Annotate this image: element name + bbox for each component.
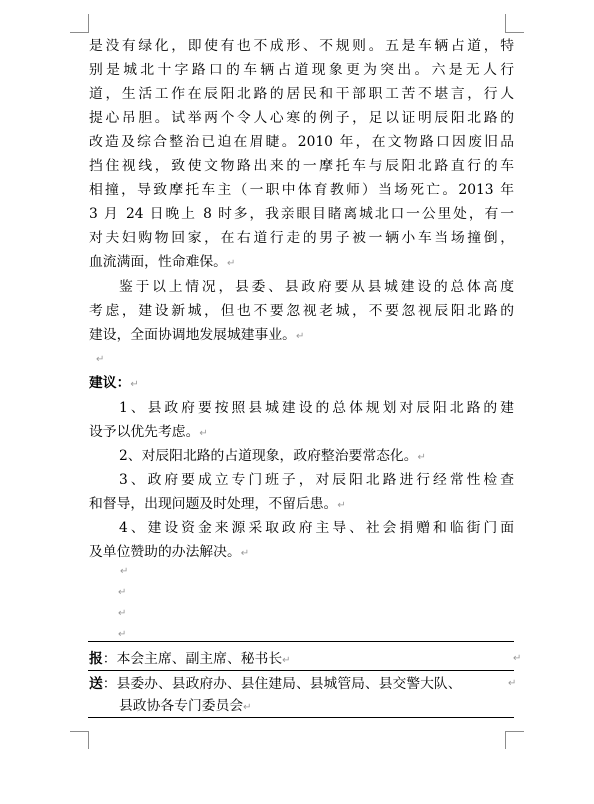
paragraph-mark: ↵	[118, 608, 127, 619]
paragraph-mark: ↵	[282, 655, 291, 666]
suggestion-text: 和督导，出现问题及时处理，不留后患。	[89, 496, 338, 512]
send-recipients-cont: 县政协各专门委员会	[119, 698, 244, 714]
report-label: 报	[89, 651, 103, 667]
suggestion-text: 及单位赞助的办法解决。	[89, 544, 241, 560]
suggestions-heading: 建议：	[89, 375, 131, 391]
paragraph-mark: ↵	[243, 702, 252, 713]
body-line: 提心吊胆。试举两个令人心寒的例子，足以证明辰阳北路的	[89, 110, 514, 126]
body-line: 是没有绿化，即使有也不成形、不规则。五是车辆占道，特	[89, 38, 514, 54]
paragraph-mark: ↵	[513, 653, 522, 664]
conclusion-line: 鉴于以上情况，县委、县政府要从县城建设的总体高度	[119, 279, 514, 295]
suggestion-text: 设予以优先考虑。	[89, 424, 200, 440]
suggestion-item-1: 1、县政府要按照县城建设的总体规划对辰阳北路的建	[119, 400, 514, 416]
paragraph-mark: ↵	[199, 428, 208, 439]
send-line	[89, 672, 521, 696]
paragraph-mark: ↵	[508, 678, 517, 689]
body-line: 对夫妇购物回家，在右道行走的男子被一辆小车当场撞倒，	[89, 230, 514, 246]
body-line: 3 月 24 日晚上 8 时多，我亲眼目睹离城北口一公里处，有一	[89, 206, 514, 222]
report-line	[89, 647, 514, 671]
suggestion-item-3: 3、政府要成立专门班子，对辰阳北路进行经常性检查	[119, 472, 514, 488]
suggestion-item-1-cont	[89, 420, 514, 444]
paragraph-mark: ↵	[240, 548, 250, 559]
paragraph-mark: ↵	[120, 566, 129, 577]
paragraph-mark: ↵	[118, 587, 127, 598]
paragraph-mark: ↵	[295, 331, 305, 342]
suggestion-item-4-cont	[89, 540, 514, 564]
crop-mark-bottom-left-h	[70, 731, 89, 732]
paragraph-mark: ↵	[226, 258, 236, 269]
paragraph-mark: ↵	[337, 500, 346, 511]
crop-mark-top-left-v	[88, 14, 89, 32]
conclusion-line-text: 建设，全面协调地发展城建事业。	[89, 327, 296, 343]
body-line: 道，生活工作在辰阳北路的居民和干部职工苦不堪言，行人	[89, 86, 514, 102]
crop-mark-top-right-h	[505, 32, 524, 33]
send-label: 送	[89, 676, 103, 692]
conclusion-line-last	[89, 323, 514, 347]
send-line-cont	[119, 694, 514, 718]
body-line-last	[89, 250, 514, 274]
body-line: 挡住视线，致使文物路出来的一摩托车与辰阳北路直行的车	[89, 158, 514, 174]
paragraph-mark: ↵	[96, 354, 105, 365]
suggestion-item-4: 4、建设资金来源采取政府主导、社会捐赠和临街门面	[119, 520, 514, 536]
body-line: 别是城北十字路口的车辆占道现象更为突出。六是无人行	[89, 62, 514, 78]
crop-mark-top-right-v	[505, 14, 506, 32]
suggestions-heading-line	[89, 371, 514, 395]
send-recipients: ：县委办、县政府办、县住建局、县城管局、县交警大队、	[102, 676, 462, 692]
conclusion-line: 考虑，建设新城，但也不要忽视老城，不要忽视辰阳北路的	[89, 303, 514, 319]
body-line: 相撞，导致摩托车主（一职中体育教师）当场死亡。2013 年	[89, 182, 514, 198]
crop-mark-top-left-h	[70, 32, 89, 33]
crop-mark-bottom-right-v	[505, 731, 506, 749]
divider-middle	[88, 670, 514, 671]
crop-mark-bottom-right-h	[505, 731, 524, 732]
suggestion-item-2	[119, 444, 514, 468]
report-recipients: ：本会主席、副主席、秘书长	[102, 651, 283, 667]
crop-mark-bottom-left-v	[88, 731, 89, 749]
paragraph-mark: ↵	[130, 379, 139, 390]
body-line-text: 血流满面，性命难保。	[89, 254, 227, 270]
divider-bottom	[88, 717, 514, 718]
suggestion-item-3-cont	[89, 492, 514, 516]
divider-top	[88, 641, 514, 642]
paragraph-mark: ↵	[118, 629, 127, 640]
body-line: 改造及综合整治已迫在眉睫。2010 年，在文物路口因废旧品	[89, 134, 514, 150]
paragraph-mark: ↵	[417, 452, 426, 463]
suggestion-text: 2、对辰阳北路的占道现象，政府整治要常态化。	[119, 448, 418, 464]
